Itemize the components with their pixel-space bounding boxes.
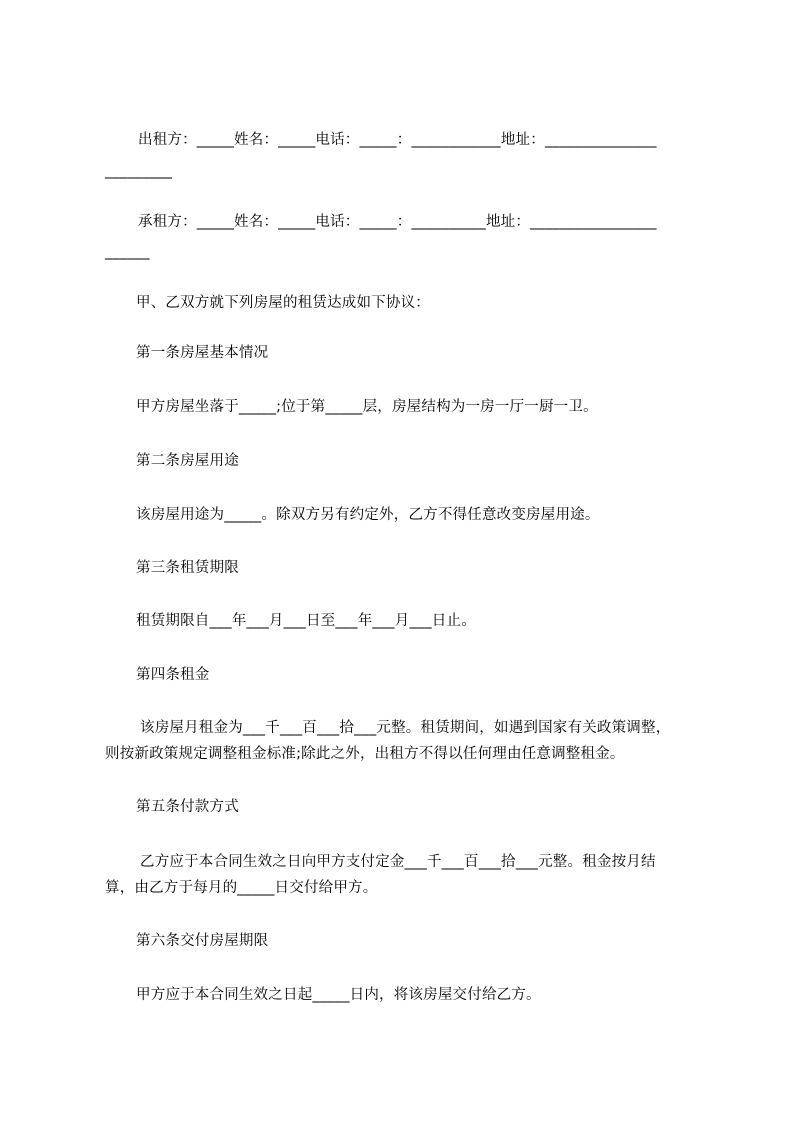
lessee-info-line: 承租方：_____姓名：_____电话：_____：__________地址：_________________ — [138, 214, 657, 230]
article-2-heading: 第二条房屋用途 — [136, 453, 239, 469]
article-4-text-line-2: 则按新政策规定调整租金标准;除此之外，出租方不得以任何理由任意调整租金。 — [105, 746, 625, 762]
article-6-heading: 第六条交付房屋期限 — [136, 933, 269, 949]
agreement-intro: 甲、乙双方就下列房屋的租赁达成如下协议： — [136, 295, 430, 311]
article-4-heading: 第四条租金 — [136, 667, 210, 683]
lessee-info-continuation: ______ — [105, 244, 150, 260]
article-2-text: 该房屋用途为_____。除双方另有约定外，乙方不得任意改变房屋用途。 — [136, 507, 600, 523]
article-3-heading: 第三条租赁期限 — [136, 560, 239, 576]
lessor-info-continuation: _________ — [105, 163, 173, 179]
article-1-text: 甲方房屋坐落于_____;位于第_____层，房屋结构为一房一厅一厨一卫。 — [136, 399, 598, 415]
lessor-info-line: 出租方：_____姓名：_____电话：_____：____________地址：_______________ — [138, 132, 657, 148]
article-5-text-line-1: 乙方应于本合同生效之日向甲方支付定金___千___百___拾___元整。租金按月结 — [140, 854, 656, 870]
article-6-text: 甲方应于本合同生效之日起_____日内，将该房屋交付给乙方。 — [136, 987, 541, 1003]
article-3-text: 租赁期限自___年___月___日至___年___月___日止。 — [136, 613, 476, 629]
article-1-heading: 第一条房屋基本情况 — [136, 345, 269, 361]
article-5-text-line-2: 算，由乙方于每月的_____日交付给甲方。 — [105, 880, 378, 896]
article-4-text-line-1: 该房屋月租金为___千___百___拾___元整。租赁期间，如遇到国家有关政策调整， — [140, 720, 671, 736]
article-5-heading: 第五条付款方式 — [136, 799, 239, 815]
